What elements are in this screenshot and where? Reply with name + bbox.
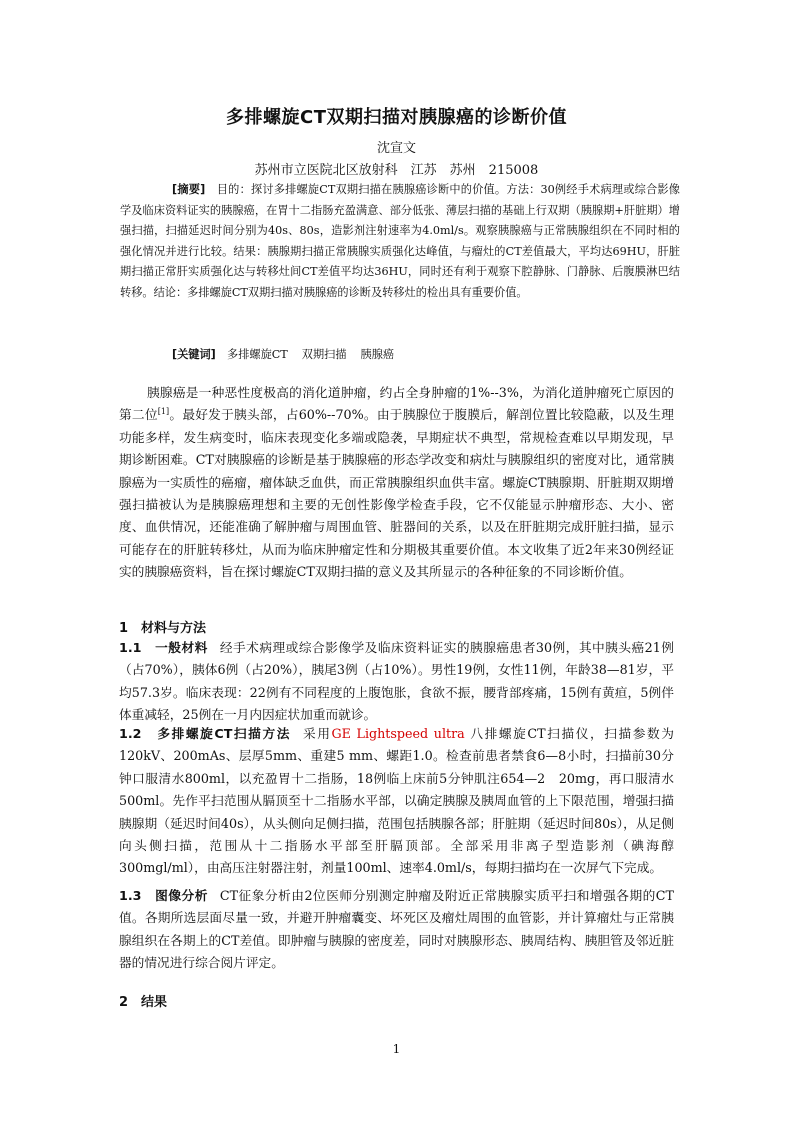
paper-title: 多排螺旋CT双期扫描对胰腺癌的诊断价值	[226, 107, 567, 128]
subsection-text: CT征象分析由2位医师分别测定肿瘤及附近正常胰腺实质平扫和增强各期的CT值。各期所选层面尽量一致，并避开肿瘤囊变、坏死区及瘤灶周围的血管影，并计算瘤灶与正常胰腺组织在各期上的CT差值。即肿瘤与胰腺的密度差，同时对胰腺形态、胰周结构、胰胆管及邻近脏器的情况进行综合阅片评定。	[119, 888, 674, 971]
abstract-text: 目的：探讨多排螺旋CT双期扫描在胰腺癌诊断中的价值。方法：30例经手术病理或综合影像学及临床资料证实的胰腺癌，在胃十二指肠充盈满意、部分低张、薄层扫描的基础上行双期（胰腺期+肝脏期）增强扫描，扫描延迟时间分别为40s、80s，造影剂注射速率为4.0ml/s。观察胰腺癌与正常胰腺组织在不同时相的强化情况并进行比较。结果：胰腺期扫描正常胰腺实质强化达峰值，与瘤灶的CT差值最大，平均达69HU，肝脏期扫描正常肝实质强化达与转移灶间CT差值平均达36HU，同时还有利于观察下腔静脉、门静脉、后腹膜淋巴结转移。结论：多排螺旋CT双期扫描对胰腺癌的诊断及转移灶的检出具有重要价值。	[120, 183, 680, 299]
subsection-text: 经手术病理或综合影像学及临床资料证实的胰腺癌患者30例，其中胰头癌21例（占70%），胰体6例（占20%），胰尾3例（占10%）。男性19例，女性11例，年龄38—81岁，平均57.3岁。临床表现：22例有不同程度的上腹饱胀，食欲不振，腰背部疼痛，15例有黄疸，5例伴体重减轻，25例在一月内因症状加重而就诊。	[119, 640, 674, 723]
intro-text-1: 胰腺癌是一种恶性度极高的消化道肿瘤，约占全身肿瘤的1%--3%，为消化道肿瘤死亡原因的第二位	[119, 385, 674, 423]
subsection-label: 1.2 多排螺旋CT扫描方法	[119, 726, 291, 741]
subsection-general-material	[119, 637, 674, 727]
author-name: 沈宣文	[376, 141, 416, 156]
citation-ref[interactable]: [1]	[157, 407, 170, 417]
keywords	[172, 346, 692, 362]
subsection-text: 八排螺旋CT扫描仪，扫描参数为120kV、200mAs、层厚5mm、重建5 mm、螺距1.0。检查前患者禁食6—8小时，扫描前30分钟口服清水800ml，以充盈胃十二指肠，18例临上床前5分钟肌注654—2 20mg，再口服清水500ml。先作平扫范围从膈顶至十二指肠水平部，以确定胰腺及胰周血管的上下限范围，增强扫描胰腺期（延迟时间40s），从头侧向足侧扫描，范围包括胰腺各部；肝脏期（延迟时间80s），从足侧向头侧扫描，范围从十二指肠水平部至肝膈顶部。全部采用非离子型造影剂（碘海醇300mgl/ml），由高压注射器注射，剂量100ml、速率4.0ml/s，每期扫描均在一次屏气下完成。	[119, 726, 674, 876]
intro-text-2: 。最好发于胰头部，占60%--70%。由于胰腺位于腹膜后，解剖位置比较隐蔽，以及生理功能多样，发生病变时，临床表现变化多端或隐袭，早期症状不典型，常规检查难以早期发现，早期诊断困难。CT对胰腺癌的诊断是基于胰腺癌的形态学改变和病灶与胰腺组织的密度对比，通常胰腺癌为一实质性的癌瘤，瘤体缺乏血供，而正常胰腺组织血供丰富。螺旋CT胰腺期、肝脏期双期增强扫描被认为是胰腺癌理想和主要的无创性影像学检查手段，它不仅能显示肿瘤形态、大小、密度、血供情况，还能准确了解肿瘤与周围血管、脏器间的关系，以及在肝脏期完成肝脏扫描，显示可能存在的肝脏转移灶，从而为临床肿瘤定性和分期极其重要价值。本文收集了近2年来30例经证实的胰腺癌资料，旨在探讨螺旋CT双期扫描的意义及其所显示的各种征象的不同诊断价值。	[119, 407, 674, 580]
subsection-image-analysis	[119, 885, 674, 975]
subsection-pre: 采用	[302, 726, 332, 741]
device-name: GE Lightspeed ultra	[331, 726, 465, 741]
subsection-scan-method	[119, 723, 674, 880]
keyword-item: 胰腺癌	[360, 348, 395, 361]
keywords-label: [关键词]	[172, 348, 216, 361]
subsection-label: 1.1 一般材料	[119, 640, 208, 655]
section-heading-methods: 1 材料与方法	[119, 621, 207, 636]
section-heading-results: 2 结果	[119, 995, 168, 1010]
author-affiliation: 苏州市立医院北区放射科 江苏 苏州 215008	[254, 163, 539, 178]
abstract	[120, 180, 680, 304]
intro-paragraph	[119, 382, 674, 584]
subsection-label: 1.3 图像分析	[119, 888, 208, 903]
keyword-item: 双期扫描	[301, 348, 347, 361]
abstract-label: [摘要]	[172, 183, 206, 196]
keyword-item: 多排螺旋CT	[227, 348, 288, 361]
page-number: 1	[392, 1042, 401, 1056]
